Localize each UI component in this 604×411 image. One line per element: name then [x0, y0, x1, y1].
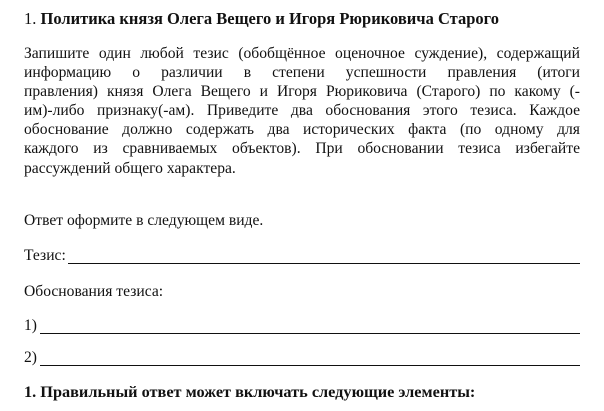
ground-1-label: 1) — [24, 317, 37, 334]
ground-1-answer-line[interactable] — [40, 333, 580, 334]
instruction-line: им)-либо признаку(-ам). Приведите два обоснования этого тезиса. Каждое — [24, 102, 580, 120]
thesis-answer-line[interactable] — [68, 263, 580, 264]
instruction-line: информацию о различии в степени успешности правления (итоги — [24, 64, 580, 82]
ground-1-field[interactable] — [24, 316, 580, 336]
ground-2-answer-line[interactable] — [40, 365, 580, 366]
ground-2-field[interactable] — [24, 348, 580, 368]
instruction-line: Запишите один любой тезис (обобщённое оценочное суждение), содержащий — [24, 45, 580, 62]
thesis-label: Тезис: — [24, 247, 66, 264]
answer-format-note: Ответ оформите в следующем виде. — [24, 212, 264, 229]
task-title-text: Политика князя Олега Вещего и Игоря Рюриковича Старого — [40, 9, 499, 28]
task-number: 1. — [24, 9, 37, 28]
instruction-line: рассуждений общего характера. — [24, 159, 236, 177]
answer-heading: 1. Правильный ответ может включать следующие элементы: — [24, 382, 476, 401]
instruction-line: правления) князя Олега Вещего и Игоря Рюриковича (Старого) по какому (- — [24, 83, 580, 101]
thesis-field[interactable] — [24, 246, 580, 266]
instruction-line: каждого из сравниваемых объектов). При обосновании тезиса избегайте — [24, 140, 580, 158]
instruction-paragraph — [24, 44, 580, 178]
ground-2-label: 2) — [24, 349, 37, 366]
grounds-label: Обоснования тезиса: — [24, 283, 164, 300]
instruction-line: обоснование должно содержать два исторических факта (по одному для — [24, 121, 580, 139]
task-title — [24, 9, 499, 29]
